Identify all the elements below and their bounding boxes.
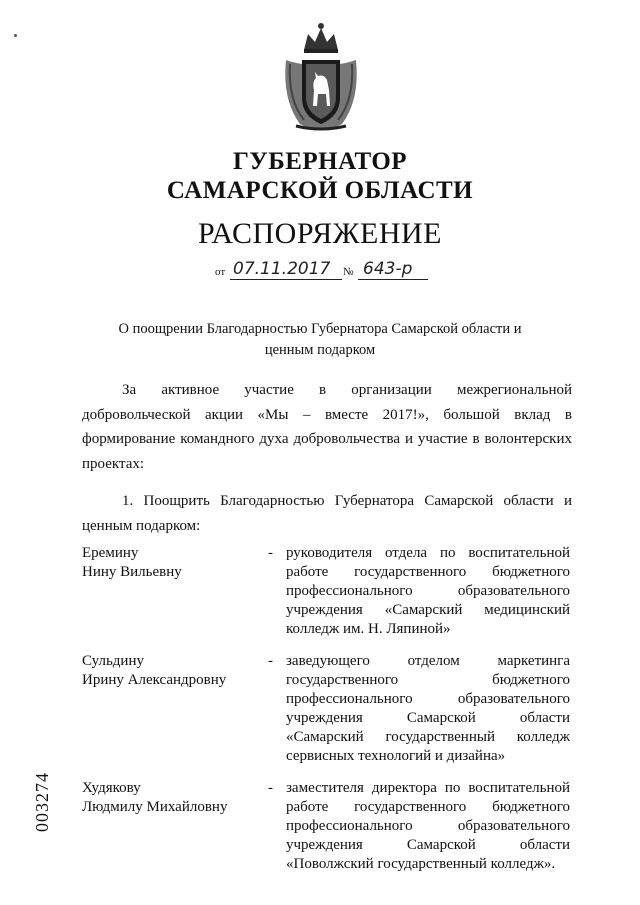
awardee-position: заместителя директора по воспитательной работе государственного бюджетного профессионального образовательного учреждения Самарской области «Поволжский государственный колледж». [286, 780, 570, 872]
awardee-surname: Еремину [82, 545, 139, 561]
awardee-given-names: Ирину Александровну [82, 672, 227, 688]
number-label: № [343, 266, 354, 278]
org-title-line1: ГУБЕРНАТОР [232, 148, 408, 175]
date-from-label: от [215, 266, 226, 278]
awardee-surname: Сульдину [82, 653, 144, 669]
preamble-paragraph: За активное участие в организации межрегиональной добровольческой акции «Мы – вместе 2017!», большой вклад в формирование командного духа добровольчества и участие в волонтерских проектах: [82, 382, 572, 472]
awardee-name [82, 779, 272, 817]
scan-speck [14, 34, 17, 37]
number-underline [358, 279, 428, 280]
registration-number: 003274 [32, 772, 52, 832]
awardee-name [82, 544, 272, 582]
handwritten-date: 07.11.2017 [233, 259, 331, 279]
clause-1-paragraph: 1. Поощрить Благодарностью Губернатора Самарской области и ценным подарком: [82, 493, 572, 534]
document-subject: О поощрении Благодарностью Губернатора Самарской области и ценным подарком [118, 321, 522, 358]
awardee-dash: - [268, 653, 273, 669]
awardee-given-names: Людмилу Михайловну [82, 799, 228, 815]
awardee-dash: - [268, 545, 273, 561]
coat-of-arms-emblem [280, 20, 362, 136]
awardee-name [82, 652, 272, 690]
date-number-line [215, 256, 455, 282]
awardee-dash: - [268, 780, 273, 796]
awardee-position: руководителя отдела по воспитательной работе государственного бюджетного профессионального образовательного учреждения «Самарский медицинский колледж им. Н. Ляпиной» [286, 545, 570, 637]
handwritten-number: 643-р [363, 259, 413, 279]
org-title-line2: САМАРСКОЙ ОБЛАСТИ [166, 177, 474, 204]
date-underline [230, 279, 342, 280]
document-type-heading: РАСПОРЯЖЕНИЕ [197, 217, 443, 250]
awardee-surname: Худякову [82, 780, 141, 796]
awardee-position: заведующего отделом маркетинга государственного бюджетного профессионального образовательного учреждения Самарской области «Самарский государственный колледж сервисных технологий и дизайна» [286, 653, 570, 764]
awardee-given-names: Нину Вильевну [82, 564, 182, 580]
